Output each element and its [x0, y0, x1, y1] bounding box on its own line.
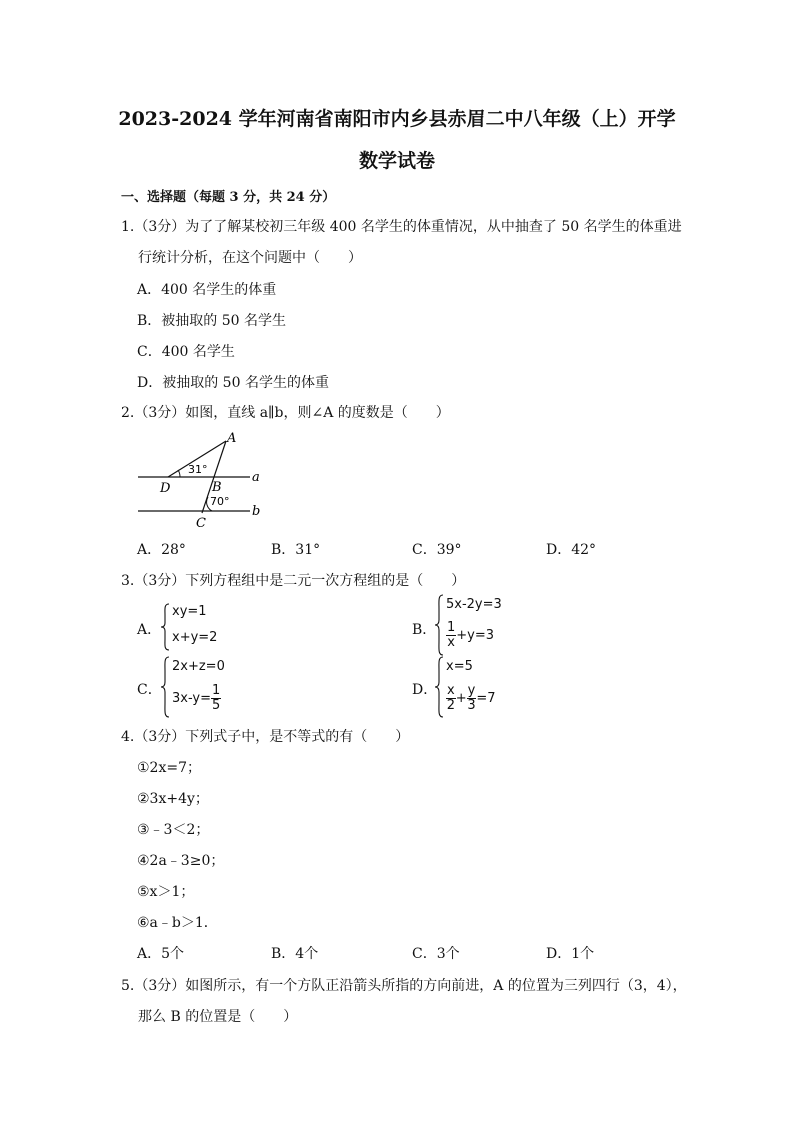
label-C: C [196, 516, 206, 531]
q3-d-eq2 [446, 684, 495, 713]
q4-item-6: ⑥a﹣b＞1． [137, 915, 218, 931]
question-4-text: 4.（3分）下列式子中，是不等式的有（ ） [121, 729, 410, 745]
q1-option-d: D．被抽取的 50 名学生的体重 [137, 375, 329, 391]
q1-option-a: A．400 名学生的体重 [137, 282, 277, 298]
q3-d-fraction-1 [446, 684, 456, 713]
q1-option-c: C．400 名学生 [137, 344, 235, 360]
q3-b-frac-den: x [447, 635, 455, 650]
q3-b-frac-num: 1 [447, 620, 456, 635]
label-B: B [212, 480, 222, 495]
question-1-line2: 行统计分析，在这个问题中（ ） [138, 250, 362, 266]
label-a: a [252, 470, 260, 485]
q3-c-frac-den: 5 [212, 698, 221, 713]
q3-d-f1-den: 2 [446, 698, 455, 713]
q3-option-c-label: C． [137, 682, 162, 698]
q3-b-brace [434, 594, 444, 656]
q3-d-plus: + [455, 691, 467, 706]
q3-option-a-label: A． [137, 622, 162, 638]
q3-option-d-label: D． [412, 682, 438, 698]
label-b: b [252, 504, 261, 519]
q3-c-brace [160, 656, 170, 718]
label-D: D [160, 481, 171, 496]
section-heading: 一、选择题（每题 3 分，共 24 分） [121, 190, 336, 205]
q4-item-5: ⑤x＞1； [137, 884, 195, 900]
angle-31-arc [178, 470, 180, 477]
page-title-line1: 2023-2024 学年河南省南阳市内乡县赤眉二中八年级（上）开学 [118, 108, 676, 130]
label-A: A [227, 431, 237, 446]
angle-70-label: 70° [210, 495, 230, 508]
question-5-line2: 那么 B 的位置是（ ） [138, 1009, 298, 1025]
q3-d-brace [434, 656, 444, 718]
q4-option-d: D．1个 [546, 946, 595, 962]
question-1-line1: 1.（3分）为了了解某校初三年级 400 名学生的体重情况，从中抽查了 50 名学生的体重进 [121, 219, 682, 235]
question-5-line1: 5.（3分）如图所示，有一个方队正沿箭头所指的方向前进，A 的位置为三列四行（3，4）， [121, 978, 687, 994]
q2-option-b: B．31° [271, 542, 321, 558]
q4-option-b: B．4个 [271, 946, 319, 962]
q2-option-c: C．39° [412, 542, 462, 558]
q1-option-b: B．被抽取的 50 名学生 [137, 313, 287, 329]
q3-d-fraction-2 [467, 684, 477, 713]
q3-c-fraction [211, 684, 221, 713]
q3-c-frac-num: 1 [212, 683, 221, 698]
q3-d-f1-num: x [447, 683, 455, 698]
q2-option-a: A．28° [137, 542, 186, 558]
q3-d-eq1: x=5 [446, 659, 473, 674]
q3-a-brace [160, 603, 170, 651]
q3-d-f2-den: 3 [467, 698, 476, 713]
q4-item-2: ②3x+4y； [137, 791, 209, 807]
page-title-line2: 数学试卷 [358, 150, 435, 172]
q4-item-4: ④2a﹣3≥0； [137, 853, 225, 869]
q3-b-fraction [446, 621, 456, 650]
q3-a-eq2: x+y=2 [172, 630, 218, 645]
q2-option-d: D．42° [546, 542, 597, 558]
q3-c-eq2-lhs: 3x-y= [172, 691, 212, 706]
q3-d-f2-num: y [467, 683, 476, 698]
q3-b-eq2 [446, 621, 494, 650]
question-2-text: 2.（3分）如图，直线 a∥b，则∠A 的度数是（ ） [121, 405, 450, 421]
q3-b-eq2-rest: +y=3 [456, 628, 495, 643]
q4-option-c: C．3个 [412, 946, 460, 962]
angle-31-label: 31° [188, 463, 208, 476]
q3-a-eq1: xy=1 [172, 604, 207, 619]
q4-item-3: ③﹣3＜2； [137, 822, 210, 838]
q3-c-eq2 [172, 684, 221, 713]
q3-b-eq1: 5x-2y=3 [446, 597, 502, 612]
question-3-text: 3.（3分）下列方程组中是二元一次方程组的是（ ） [121, 573, 466, 589]
q3-c-eq1: 2x+z=0 [172, 659, 225, 674]
q3-d-rest: =7 [476, 691, 496, 706]
q4-item-1: ①2x=7； [137, 760, 201, 776]
q2-geometry-figure [130, 428, 270, 532]
q3-option-b-label: B． [412, 622, 437, 638]
q4-option-a: A．5个 [137, 946, 185, 962]
